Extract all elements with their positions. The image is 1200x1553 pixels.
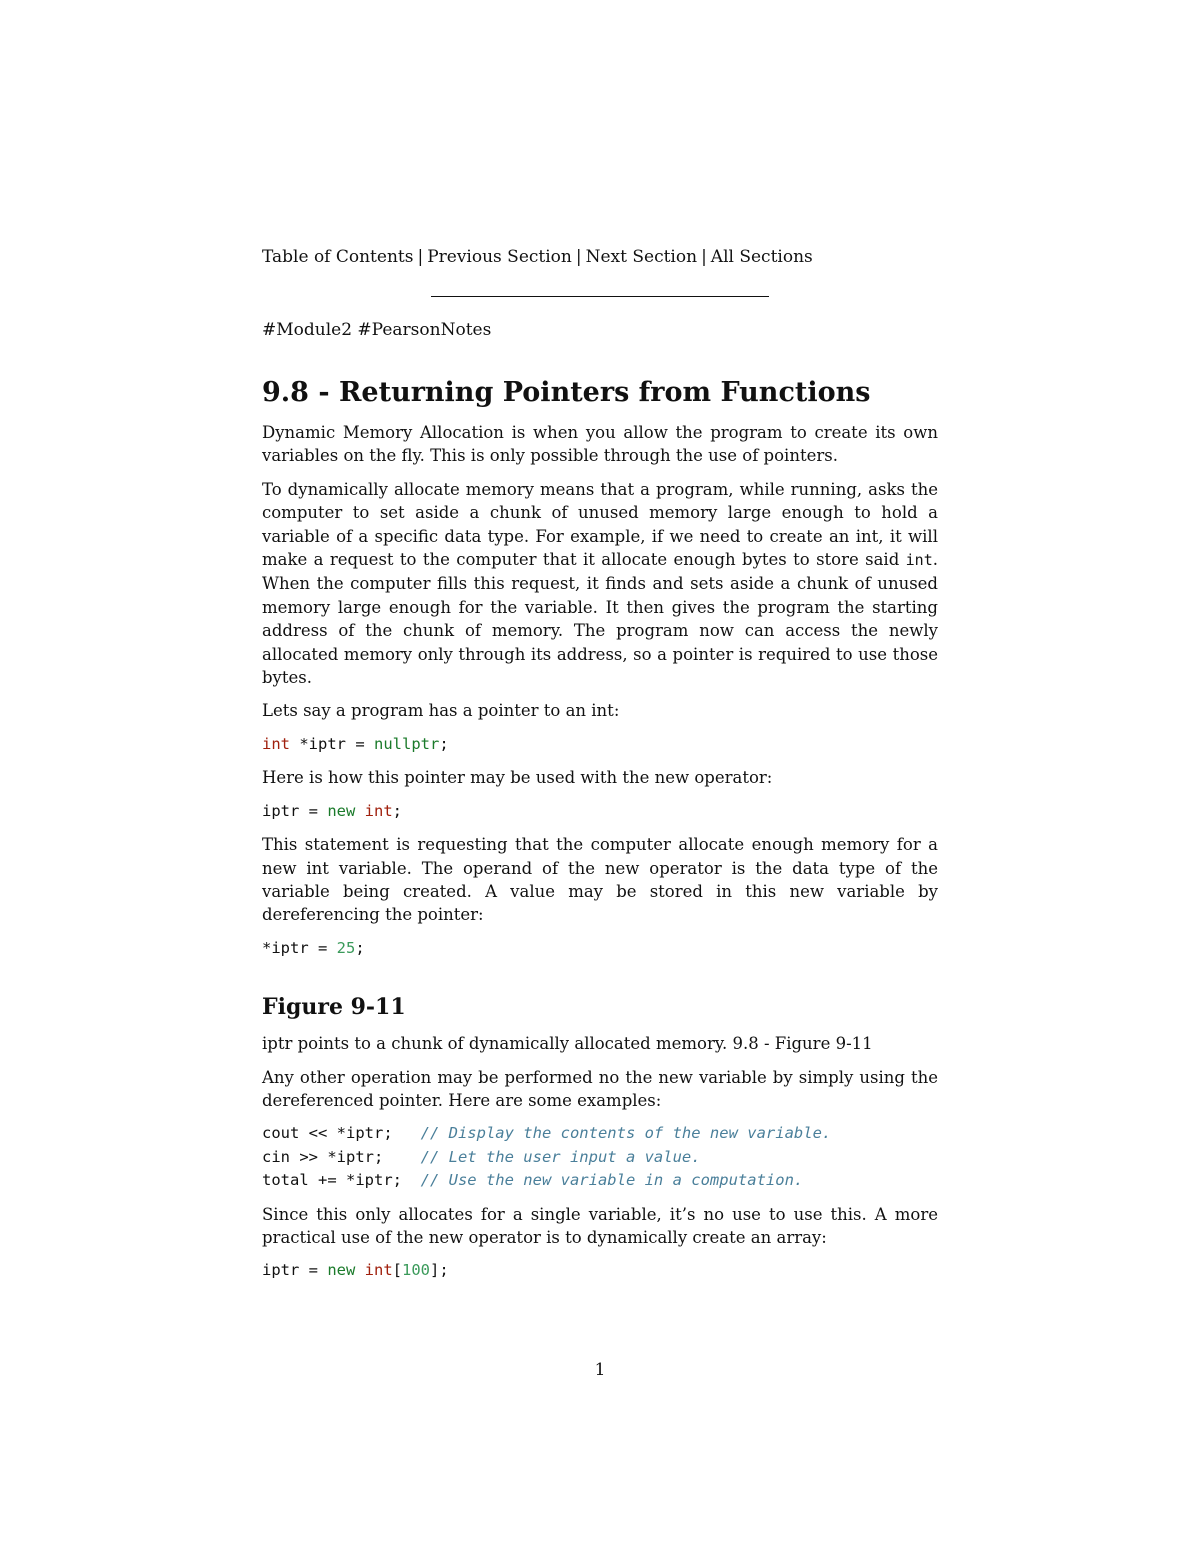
all-sections-link[interactable]: All Sections bbox=[710, 247, 813, 267]
code-block-examples bbox=[262, 1122, 938, 1192]
code-line-assign-value: *iptr = 25; bbox=[262, 938, 365, 957]
page-number: 1 bbox=[594, 1360, 606, 1380]
code-line-declare-pointer: int *iptr = nullptr; bbox=[262, 734, 449, 753]
paragraph-allocate-explanation: To dynamically allocate memory means that a program, while running, asks the computer to set aside a chunk of unused memory large enough to hold a variable of a specific data type. For example, if we need to create an int, it will make a request to the computer that it allocate enough bytes to store said int. When the computer fills this request, it finds and sets aside a chunk of unused memory large enough for the variable. It then gives the program the starting address of the chunk of memory. The program now can access the newly allocated memory only through its address, so a pointer is required to use those bytes. bbox=[262, 479, 938, 688]
figure-caption: iptr points to a chunk of dynamically allocated memory. 9.8 - Figure 9-11 bbox=[262, 1034, 873, 1054]
paragraph-new-operator: Here is how this pointer may be used with the new operator: bbox=[262, 768, 773, 788]
nav-separator: | bbox=[417, 247, 424, 267]
next-section-link[interactable]: Next Section bbox=[585, 247, 698, 267]
paragraph-other-operations: Any other operation may be performed no the new variable by simply using the dereferenced pointer. Here are some examples: bbox=[262, 1067, 938, 1110]
section-nav bbox=[262, 244, 938, 270]
paragraph-array-intro: Since this only allocates for a single variable, it’s no use to use this. A more practical use of the new operator is to dynamically create an array: bbox=[262, 1204, 938, 1247]
code-line-new-int: iptr = new int; bbox=[262, 801, 403, 820]
horizontal-rule bbox=[431, 296, 769, 297]
code-line: cout << *iptr; // Display the contents of the new variable. bbox=[262, 1124, 832, 1143]
paragraph-pointer-intro: Lets say a program has a pointer to an int: bbox=[262, 701, 620, 721]
code-line-new-array: iptr = new int[100]; bbox=[262, 1261, 449, 1280]
page-title: 9.8 - Returning Pointers from Functions bbox=[262, 377, 871, 408]
figure-heading: Figure 9-11 bbox=[262, 994, 406, 1021]
previous-section-link[interactable]: Previous Section bbox=[427, 247, 572, 267]
paragraph-statement-explanation: This statement is requesting that the computer allocate enough memory for a new int variable. The operand of the new operator is the data type of the variable being created. A value may be stored in this new variable by dereferencing the pointer: bbox=[262, 835, 938, 925]
inline-code-int: int bbox=[905, 551, 933, 570]
code-line: total += *iptr; // Use the new variable in a computation. bbox=[262, 1171, 804, 1190]
nav-separator: | bbox=[575, 247, 582, 267]
code-line: cin >> *iptr; // Let the user input a value. bbox=[262, 1147, 701, 1166]
nav-separator: | bbox=[701, 247, 707, 267]
paragraph-dynamic-memory: Dynamic Memory Allocation is when you allow the program to create its own variables on the fly. This is only possible through the use of pointers. bbox=[262, 423, 938, 466]
document-page bbox=[262, 244, 938, 1283]
tags-line: #Module2 #PearsonNotes bbox=[262, 320, 492, 340]
toc-link[interactable]: Table of Contents bbox=[262, 247, 414, 267]
